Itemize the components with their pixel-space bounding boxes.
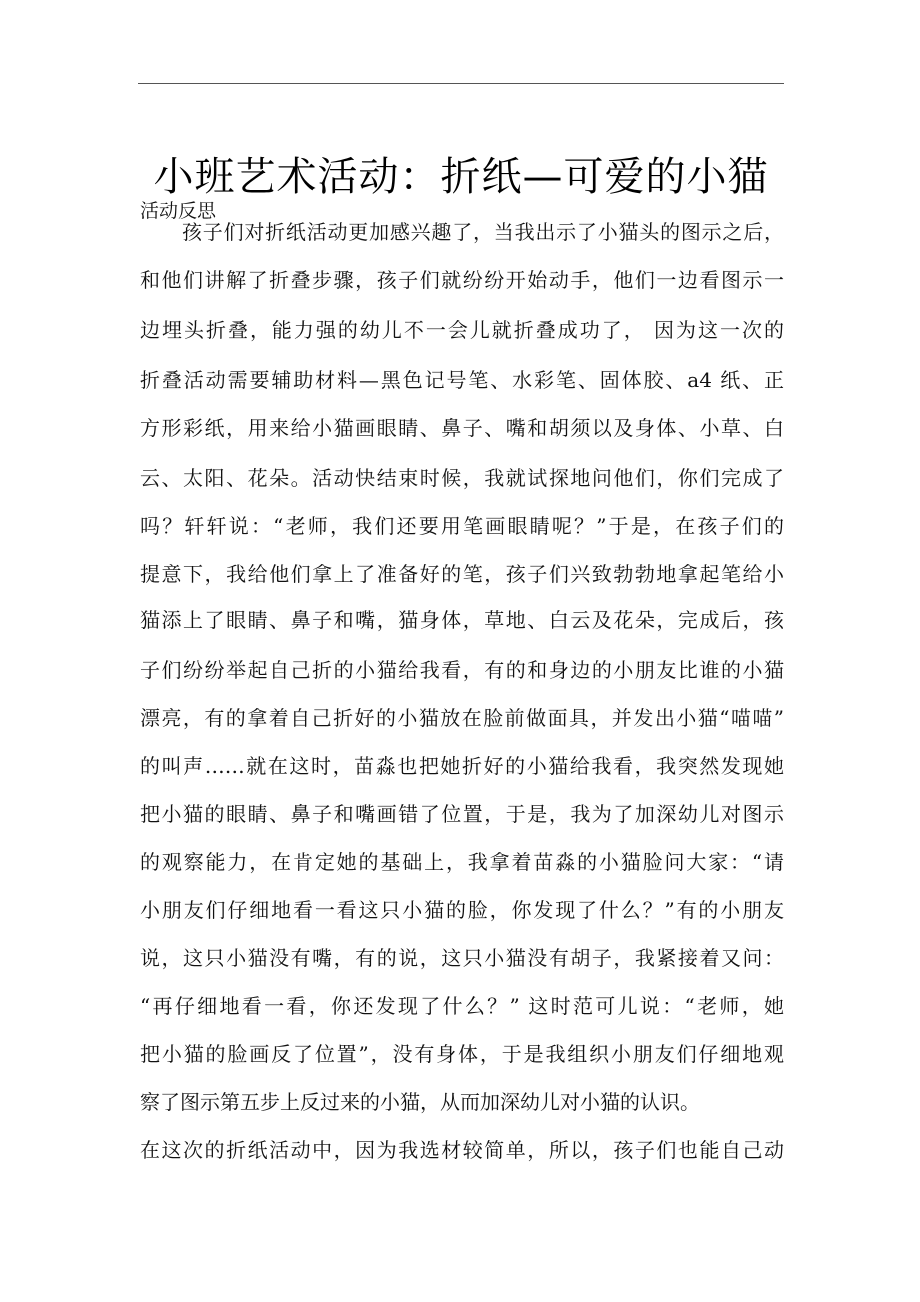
paragraph-line: 把小猫的眼睛、鼻子和嘴画错了位置，于是，我为了加深幼儿对图示 xyxy=(140,802,784,826)
paragraph-line: 察了图示第五步上反过来的小猫，从而加深幼儿对小猫的认识。 xyxy=(140,1090,700,1114)
header-rule xyxy=(138,83,784,84)
section-label: 活动反思 xyxy=(140,200,217,222)
paragraph-line: 提意下，我给他们拿上了准备好的笔，孩子们兴致勃勃地拿起笔给小 xyxy=(140,562,784,586)
paragraph-line: 边埋头折叠，能力强的幼儿不一会儿就折叠成功了， 因为这一次的 xyxy=(140,318,784,342)
paragraph-line: 小朋友们仔细地看一看这只小猫的脸，你发现了什么？”有的小朋友 xyxy=(140,898,784,922)
paragraph-line: 吗？轩轩说：“老师，我们还要用笔画眼睛呢？”于是，在孩子们的 xyxy=(140,514,784,538)
paragraph-line: 孩子们对折纸活动更加感兴趣了，当我出示了小猫头的图示之后， xyxy=(182,220,784,244)
paragraph-line: 子们纷纷举起自己折的小猫给我看，有的和身边的小朋友比谁的小猫 xyxy=(140,658,784,682)
paragraph-line: 把小猫的脸画反了位置”，没有身体，于是我组织小朋友们仔细地观 xyxy=(140,1042,784,1066)
paragraph-line: 猫添上了眼睛、鼻子和嘴，猫身体，草地、白云及花朵，完成后，孩 xyxy=(140,608,784,632)
paragraph-line: 说，这只小猫没有嘴，有的说，这只小猫没有胡子，我紧接着又问： xyxy=(140,946,784,970)
paragraph-line: 云、太阳、花朵。活动快结束时候，我就试探地问他们，你们完成了 xyxy=(140,466,784,490)
paragraph-line: “再仔细地看一看，你还发现了什么？” 这时范可儿说：“老师，她 xyxy=(140,994,784,1018)
paragraph-line: 的观察能力，在肯定她的基础上，我拿着苗淼的小猫脸问大家：“请 xyxy=(140,850,784,874)
paragraph-line: 方形彩纸，用来给小猫画眼睛、鼻子、嘴和胡须以及身体、小草、白 xyxy=(140,416,784,440)
paragraph-line: 和他们讲解了折叠步骤，孩子们就纷纷开始动手，他们一边看图示一 xyxy=(140,268,784,292)
paragraph-line: 折叠活动需要辅助材料—黑色记号笔、水彩笔、固体胶、a4 纸、正 xyxy=(140,368,784,392)
document-title: 小班艺术活动：折纸—可爱的小猫 xyxy=(153,153,769,200)
paragraph-line: 的叫声……就在这时，苗淼也把她折好的小猫给我看，我突然发现她 xyxy=(140,754,784,778)
paragraph-line: 在这次的折纸活动中，因为我选材较简单，所以，孩子们也能自己动 xyxy=(140,1138,784,1162)
paragraph-line: 漂亮，有的拿着自己折好的小猫放在脸前做面具，并发出小猫“喵喵” xyxy=(140,706,784,730)
